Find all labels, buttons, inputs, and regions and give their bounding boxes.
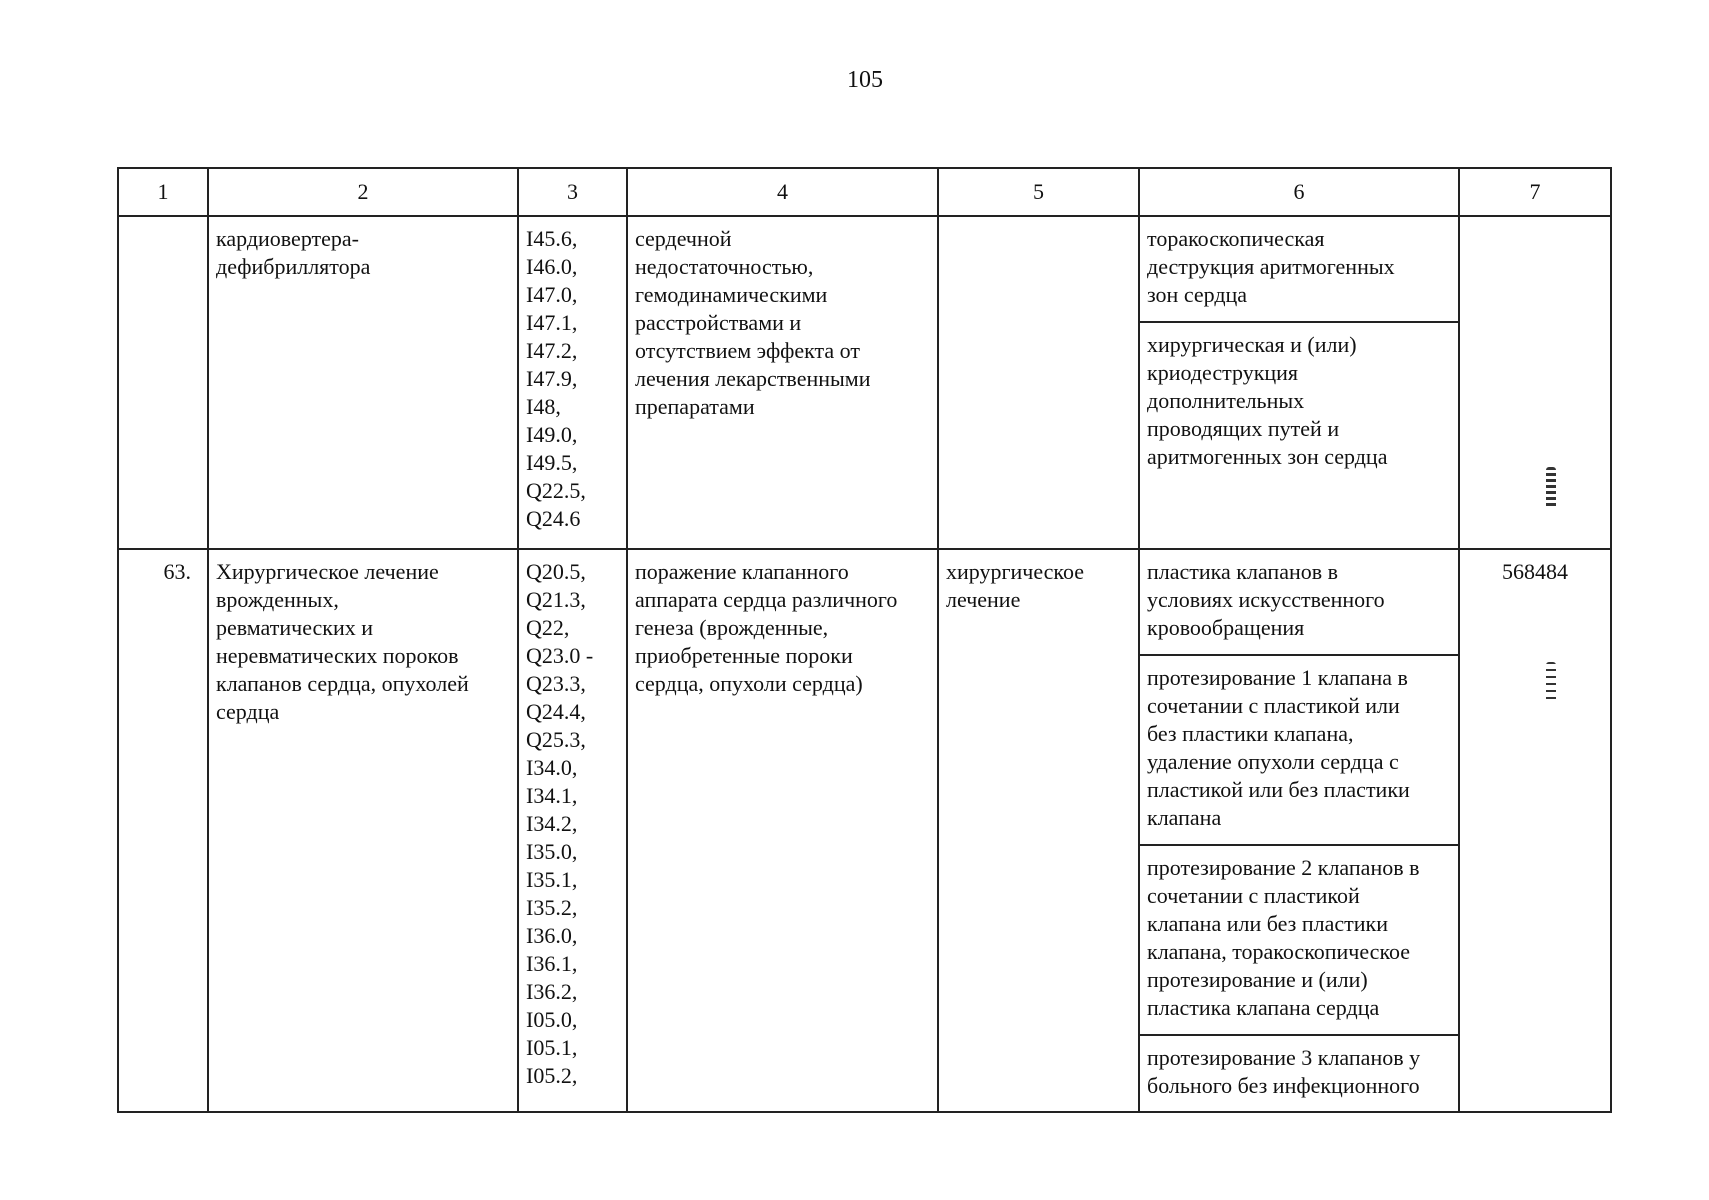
header-cell-1: 1: [118, 168, 208, 216]
treatment-methods: [1139, 549, 1459, 1112]
icd-code: I47.2,: [526, 338, 578, 363]
patient-condition: поражение клапанного аппарата сердца различного генеза (врожденные, приобретенные пороки сердца, опухоли сердца): [627, 549, 938, 1112]
method-item: протезирование 2 клапанов в сочетании с пластикой клапана или без пластики клапана, торакоскопическое протезирование и (или) пластика клапана сердца: [1140, 846, 1458, 1036]
icd-code: Q21.3,: [526, 587, 586, 612]
page-number: 105: [847, 67, 883, 93]
icd-code: I05.0,: [526, 1007, 578, 1032]
icd-code: I36.1,: [526, 951, 578, 976]
signature-mark: [1546, 662, 1556, 702]
header-cell-2: 2: [208, 168, 518, 216]
icd-code: I36.0,: [526, 923, 578, 948]
icd-code: Q23.3,: [526, 671, 586, 696]
treatment-type: [938, 216, 1139, 549]
icd-code: Q25.3,: [526, 727, 586, 752]
icd-code: I34.0,: [526, 755, 578, 780]
icd-code: I34.1,: [526, 783, 578, 808]
procedure-name: кардиовертера- дефибриллятора: [208, 216, 518, 549]
price-cell: [1459, 549, 1611, 1112]
patient-condition: сердечной недостаточностью, гемодинамическими расстройствами и отсутствием эффекта от лечения лекарственными препаратами: [627, 216, 938, 549]
procedures-table: [117, 167, 1612, 1113]
icd-code: I46.0,: [526, 254, 578, 279]
table-row-63: [118, 549, 1611, 1112]
icd-code: I48,: [526, 394, 561, 419]
price-value: 568484: [1502, 559, 1568, 584]
icd-code: I47.9,: [526, 366, 578, 391]
icd-code: I35.0,: [526, 839, 578, 864]
method-item: торакоскопическая деструкция аритмогенных зон сердца: [1140, 217, 1458, 323]
icd-code: I45.6,: [526, 226, 578, 251]
header-row: [118, 168, 1611, 216]
method-item: пластика клапанов в условиях искусственного кровообращения: [1140, 550, 1458, 656]
price-cell: [1459, 216, 1611, 549]
icd-codes: [518, 216, 627, 549]
table-row-continued: [118, 216, 1611, 549]
method-item: протезирование 3 клапанов у больного без инфекционного: [1147, 1045, 1421, 1098]
icd-code: I47.1,: [526, 310, 578, 335]
method-item: хирургическая и (или) криодеструкция дополнительных проводящих путей и аритмогенных зон сердца: [1147, 332, 1388, 469]
icd-code: I49.5,: [526, 450, 578, 475]
icd-code: I05.1,: [526, 1035, 578, 1060]
header-cell-6: 6: [1139, 168, 1459, 216]
icd-codes: [518, 549, 627, 1112]
treatment-type: хирургическое лечение: [938, 549, 1139, 1112]
procedure-name: Хирургическое лечение врожденных, ревматических и неревматических пороков клапанов сердца, опухолей сердца: [208, 549, 518, 1112]
icd-code: I36.2,: [526, 979, 578, 1004]
row-number: 63.: [118, 549, 208, 1112]
header-cell-3: 3: [518, 168, 627, 216]
icd-code: Q24.4,: [526, 699, 586, 724]
icd-code: Q23.0 -: [526, 643, 594, 668]
icd-code: Q22,: [526, 615, 570, 640]
icd-code: I35.1,: [526, 867, 578, 892]
signature-mark: [1546, 467, 1556, 509]
header-cell-7: 7: [1459, 168, 1611, 216]
icd-code: I49.0,: [526, 422, 578, 447]
icd-code: I35.2,: [526, 895, 578, 920]
icd-code: Q20.5,: [526, 559, 586, 584]
row-number: [118, 216, 208, 549]
icd-code: Q22.5,: [526, 478, 586, 503]
icd-code: I34.2,: [526, 811, 578, 836]
icd-code: I05.2,: [526, 1063, 578, 1088]
icd-code: I47.0,: [526, 282, 578, 307]
method-item: протезирование 1 клапана в сочетании с пластикой или без пластики клапана, удаление опухоли сердца с пластикой или без пластики клапана: [1140, 656, 1458, 846]
icd-code: Q24.6: [526, 506, 581, 531]
header-cell-5: 5: [938, 168, 1139, 216]
treatment-methods: [1139, 216, 1459, 549]
header-cell-4: 4: [627, 168, 938, 216]
